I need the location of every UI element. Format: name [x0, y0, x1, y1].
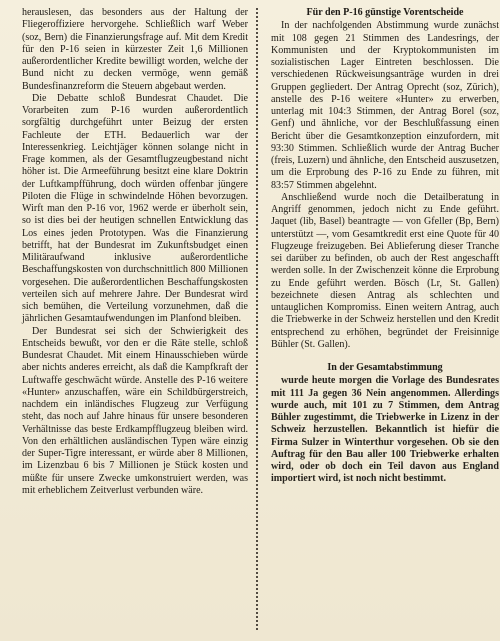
left-paragraph-2: Die Debatte schloß Bundesrat Chaudet. Die Vorarbeiten zum P-16 wurden außerordentlich sorgfältig durchgeführt unter Beizug der ersten Fachleute der ETH. Bedauerlich war der Interessenkrieg. Leichtjäger können solange nicht in Frage kommen, als der Gesamtflugzeugbestand nicht höher ist. Die Armeeführung besitzt eine klare Doktrin der Luftkampfführung, doch würden offenbar jüngere Piloten die Flüge in schwindelnde Höhen bevorzugen. Wirft man den P-16 vor, 1962 werde er überholt sein, so ist dies bei der heutigen schnellen Entwicklung das Los eines jeden Prototypen. Was die Finanzierung betrifft, hat der Bundesrat im Zukunftsbudget einen Militäraufwand inklusive außerordentliche Beschaffungskosten von durchschnittlich 800 Millionen vorgesehen. Die außerordentlichen Beschaffungskosten verteilen sich auf mehrere Jahre. Der Bundesrat wird sich bemühen, die Verteilung vorzunehmen, daß die jährlichen Gesamtaufwendungen im Planfond bleiben.	[22, 92, 248, 325]
right-paragraph-2: Anschließend wurde noch die Detailberatung in Angriff genommen, jedoch nicht zu Ende geführt. Jaquet (lib, Basel) beantragte — von Gfeller (Bp, Bern) unterstützt —, vom Gesamtkredit erst eine Quote für 40 Flugzeuge freizugeben. Bei Ablieferung dieser Tranche sei darüber zu befinden, ob auch der Rest angeschafft werden solle. In der Zwischenzeit könne die Erprobung zu Ende geführt werden. Bösch (Lr, St. Gallen) bezeichnete diesen Antrag als schlechten und untauglichen Kompromiss. Einen weitern Antrag, auch die Triebwerke in der Schweiz herstellen und den Kredit entsprechend zu erhöhen, begründet der Freisinnige Bühler (St. Gallen).	[271, 191, 499, 350]
left-paragraph-3: Der Bundesrat sei sich der Schwierigkeit des Entscheids bewußt, vor den er die Räte stelle, schloß Bundesrat Chaudet. Mit einem Hinausschieben würde aber nichts anderes erreicht, als daß die Kampfkraft der Luftwaffe geschwächt würde. Anstelle des P-16 weitere «Hunter» anzuschaffen, wäre ein Schildbürgerstreich, nachdem ein inländisches Flugzeug zur Verfügung steht, das noch auf Jahre hinaus für unsere besonderen Verhältnisse das beste Erdkampfflugzeug bleiben wird. Von den erhältlichen ausländischen Typen wäre einzig der Super-Tigre interessant, er würde aber 8 Millionen, im Lizenzbau 6 bis 7 Millionen je Stück kosten und müßte für unsere Zwecke umkonstruiert werden, was mit erheblichem Zeitverlust verbunden wäre.	[22, 325, 248, 496]
right-paragraph-1: In der nachfolgenden Abstimmung wurde zunächst mit 108 gegen 21 Stimmen des Landesrings, der Kommunisten und der Kryptokommunisten im sozialistischen Lager Eintreten beschlossen. Die verschiedenen Rückweisungsanträge wurden in drei Gruppen gegliedert. Der Antrag Oprecht (soz, Zürich), anstelle des P-16 weitere «Hunter» zu erwerben, unterlag mit 104:3 Stimmen, der Antrag Borel (soz, Genf) und ähnliche, vor der Beschlußfassung einen Bericht über die Gesamtkonzeption einzufordern, mit 93:30 Stimmen. Schließlich wurde der Antrag Bucher (freis, Luzern) und ähnliche, den Entscheid auszusetzen, um die Erprobung des P-16 zu Ende zu führen, mit 83:57 Stimmen abgelehnt.	[271, 20, 499, 191]
left-paragraph-1: herauslesen, das besonders aus der Haltung der Fliegeroffiziere hervorgehe. Schließlich warf Weber (soz, Bern) die Finanzierungsfrage auf. Mit dem Kredit für den P-16 seien in kürzester Zeit 1,6 Millionen außerordentlicher Kredite bewilligt worden, welche der Bund nicht zu decken vermöge, wenn gemäß Bundesfinanzreform die Steuern abgebaut werden.	[22, 7, 248, 92]
right-heading-1: Für den P-16 günstige Vorentscheide	[306, 7, 464, 18]
right-heading-2: In der Gesamtabstimmung	[327, 362, 443, 373]
column-divider	[256, 8, 258, 632]
right-column	[271, 7, 499, 486]
left-column	[22, 7, 248, 497]
right-paragraph-3: wurde heute morgen die Vorlage des Bundesrates mit 111 Ja gegen 36 Nein angenommen. Allerdings wurde auch, mit 101 zu 7 Stimmen, dem Antrag Bühler zugestimmt, die Triebwerke in Lizenz in der Schweiz herzustellen. Bekanntlich ist hiefür die Firma Sulzer in Winterthur vorgesehen. Ob sie den Auftrag für den Bau aller 100 Triebwerke erhalten wird, oder ob doch ein Teil davon aus England importiert wird, ist noch nicht bestimmt.	[271, 375, 499, 485]
section-gap	[271, 351, 499, 362]
